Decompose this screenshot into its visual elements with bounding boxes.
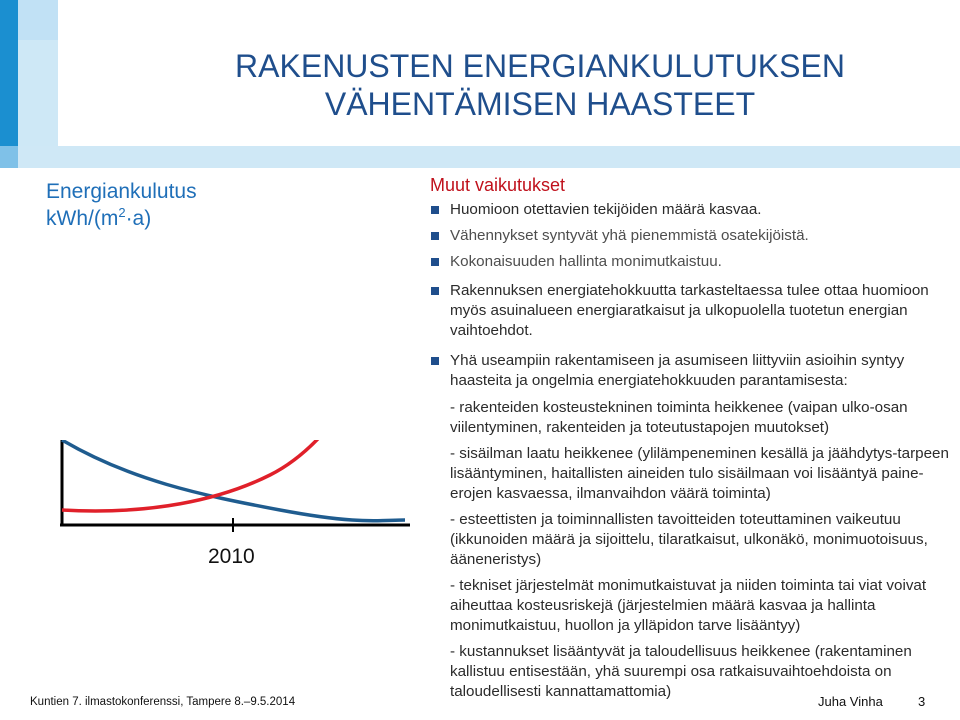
y-axis-label-line1: Energiankulutus (46, 180, 197, 203)
footer-author: Juha Vinha (818, 694, 883, 709)
bullet-text: Kokonaisuuden hallinta monimutkaistuu. (450, 253, 722, 270)
header-divider-accent (0, 146, 18, 168)
sub-item: - tekniset järjestelmät monimutkaistuvat ja niiden toiminta tai viat voivat aiheuttaa kosteusriskejä (järjestelmien määrä kasvaa ja hallinta monimutkaistuu, huollon ja ylläpidon tarve lisääntyy) (450, 577, 927, 634)
header-divider-band (0, 146, 960, 168)
bullet-square-icon (431, 357, 439, 365)
bullet-text: Rakennuksen energiatehokkuutta tarkasteltaessa tulee ottaa huomioon myös asuinalueen energiaratkaisut ja ulkopuolella tuotetun energian vaihtoehdot. (450, 282, 929, 339)
content-panel (430, 175, 950, 708)
section-heading: Muut vaikutukset (430, 175, 566, 195)
chart-y-axis-label (46, 178, 246, 232)
sub-item: - kustannukset lisääntyvät ja taloudellisuus heikkenee (rakentaminen kallistuu entisestään, yhä suurempi osa ratkaisuvaihtoehdoista on taloudellisesti kannattamattomia) (450, 643, 912, 700)
bullet-item (430, 252, 950, 272)
bullet-square-icon (431, 232, 439, 240)
bullet-item (430, 226, 950, 246)
bullet-text: Vähennykset syntyvät yhä pienemmistä osatekijöistä. (450, 227, 809, 244)
y-axis-unit-prefix: kWh/(m (46, 207, 119, 230)
sub-item: - rakenteiden kosteustekninen toiminta heikkenee (vaipan ulko-osan viilentyminen, rakenteiden ja toteutustapojen muutokset) (450, 399, 908, 436)
footer-conference: Kuntien 7. ilmastokonferenssi, Tampere 8.–9.5.2014 (30, 696, 296, 708)
sub-item: - esteettisten ja toiminnallisten tavoitteiden toteuttaminen vaikeutuu (ikkunoiden määrä ja sijoittelu, tilaratkaisut, ulkonäkö, monimuotoisuus, ääneneristys) (450, 511, 928, 568)
sub-item: - sisäilman laatu heikkenee (ylilämpeneminen kesällä ja jäähdytys-tarpeen lisääntyminen, haitallisten aineiden tulo sisäilmaan voi lisääntyä paine-erojen kasvaessa, ilmanvaihdon väärä toiminta) (450, 445, 949, 502)
bullet-item (430, 281, 950, 341)
slide-title-line2: VÄHENTÄMISEN HAASTEET (324, 86, 756, 122)
y-axis-unit-exponent: 2 (118, 205, 126, 220)
y-axis-label-line2 (46, 205, 246, 232)
bullet-square-icon (431, 287, 439, 295)
series-blue-decreasing (62, 440, 405, 521)
top-band-dark (18, 40, 58, 148)
page-number: 3 (918, 694, 926, 709)
bullet-square-icon (431, 206, 439, 214)
top-band-light (18, 0, 58, 40)
bullet-item (430, 351, 950, 391)
bullet-text: Yhä useampiin rakentamiseen ja asumiseen liittyviin asioihin syntyy haasteita ja ongelmia energiatehokkuuden parantamisesta: (450, 352, 905, 389)
bullet-item (430, 200, 950, 220)
y-axis-unit-suffix: ·a) (125, 207, 152, 230)
slide-title-line1: RAKENUSTEN ENERGIANKULUTUKSEN (235, 48, 845, 84)
bullet-square-icon (431, 258, 439, 266)
bullet-text: Huomioon otettavien tekijöiden määrä kasvaa. (450, 201, 762, 218)
x-tick-label-2010: 2010 (208, 545, 255, 568)
left-accent-bar (0, 0, 18, 148)
